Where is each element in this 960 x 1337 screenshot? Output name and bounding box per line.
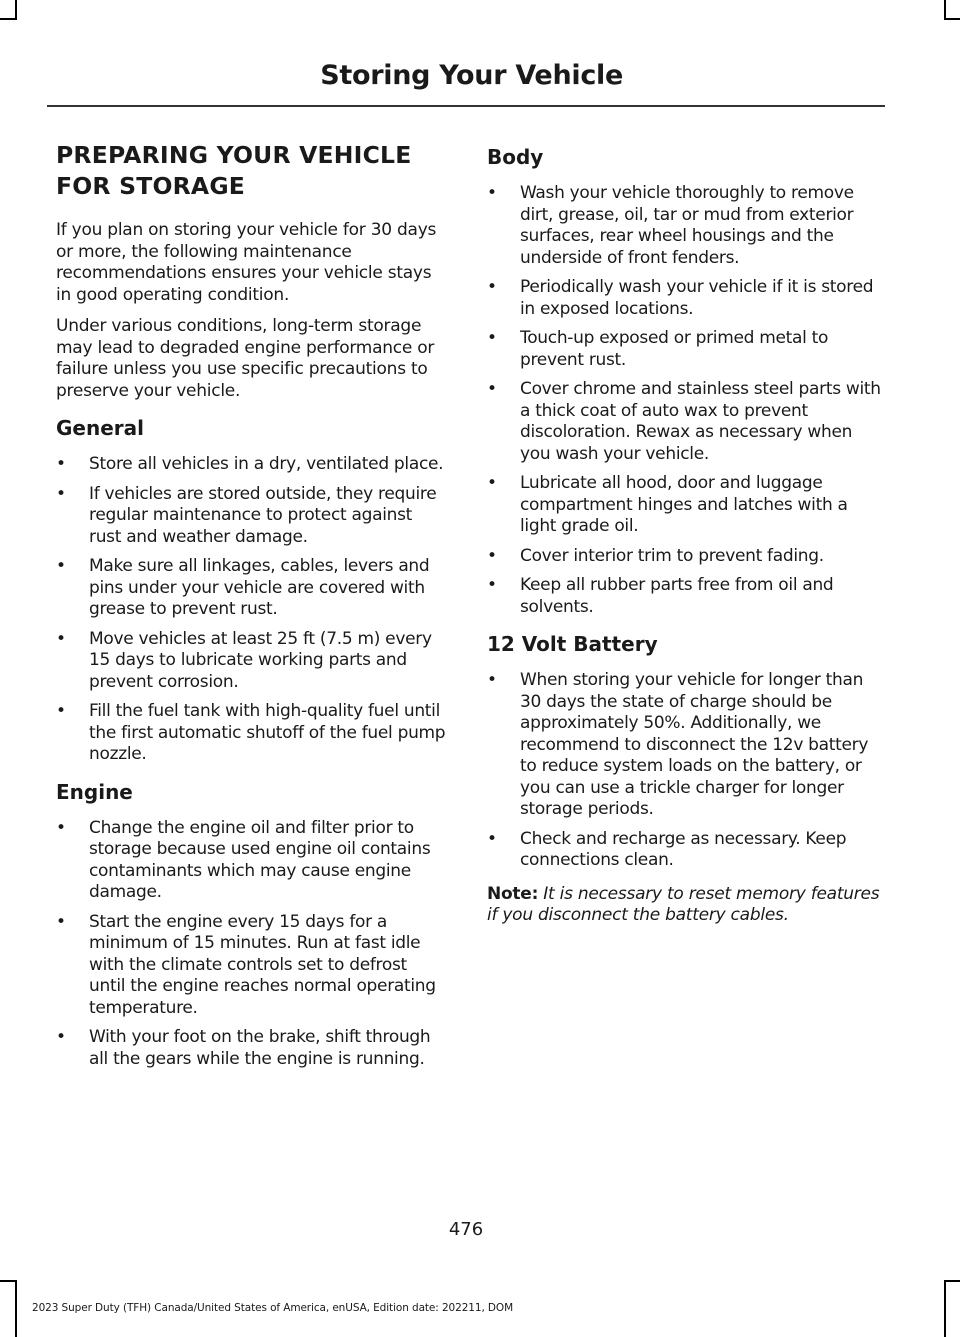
body-list <box>487 183 881 618</box>
list-item <box>56 912 448 1020</box>
list-item <box>56 818 448 904</box>
list-item-text: Lubricate all hood, door and luggage compartment hinges and latches with a light grade oil. <box>520 473 848 536</box>
crop-mark <box>15 1280 17 1337</box>
list-item-text: Check and recharge as necessary. Keep connections clean. <box>520 828 847 870</box>
list-item-text: Wash your vehicle thoroughly to remove dirt, grease, oil, tar or mud from exterior surfaces, rear wheel housings and the underside of front fenders. <box>520 183 854 268</box>
list-item-text: Cover interior trim to prevent fading. <box>520 545 824 566</box>
list-item <box>487 379 881 465</box>
note-text: It is necessary to reset memory features if you disconnect the battery cables. <box>487 883 880 925</box>
bullet-icon: • <box>487 379 497 399</box>
battery-heading: 12 Volt Battery <box>487 632 658 656</box>
list-item-text: Move vehicles at least 25 ft (7.5 m) every 15 days to lubricate working parts and prevent corrosion. <box>89 628 432 692</box>
battery-list <box>487 670 881 872</box>
crop-mark <box>944 0 946 18</box>
list-item <box>487 183 881 269</box>
bullet-icon: • <box>56 1027 66 1047</box>
list-item-text: When storing your vehicle for longer than 30 days the state of charge should be approximately 50%. Additionally, we recommend to disconnect the 12v battery to reduce system loads on the battery, or you can use a trickle charger for longer storage periods. <box>520 670 869 819</box>
list-item-text: Cover chrome and stainless steel parts with a thick coat of auto wax to prevent discoloration. Rewax as necessary when you wash your vehicle. <box>520 379 881 464</box>
left-column <box>56 140 448 1078</box>
note-label: Note: <box>487 883 539 904</box>
crop-mark <box>944 1280 960 1282</box>
right-column <box>487 140 881 927</box>
page-title: Storing Your Vehicle <box>320 60 623 91</box>
bullet-icon: • <box>487 277 497 297</box>
list-item-text: Change the engine oil and filter prior to storage because used engine oil contains contaminants which may cause engine damage. <box>89 817 431 902</box>
bullet-icon: • <box>487 670 497 690</box>
bullet-icon: • <box>487 328 497 348</box>
bullet-icon: • <box>56 483 66 504</box>
list-item-text: Periodically wash your vehicle if it is stored in exposed locations. <box>520 277 874 319</box>
list-item-text: Make sure all linkages, cables, levers and pins under your vehicle are covered with grease to prevent rust. <box>89 556 430 619</box>
bullet-icon: • <box>487 183 497 203</box>
list-item <box>56 484 448 549</box>
list-item <box>487 829 881 872</box>
note <box>487 884 881 927</box>
page-number: 476 <box>448 1219 484 1240</box>
body-heading: Body <box>487 145 544 169</box>
list-item <box>56 701 448 766</box>
crop-mark <box>944 18 960 20</box>
section-heading-line2: FOR STORAGE <box>56 172 246 200</box>
intro-paragraph: Under various conditions, long-term storage may lead to degraded engine performance or failure unless you use specific precautions to preserve your vehicle. <box>56 316 435 401</box>
list-item <box>487 328 881 371</box>
bullet-icon: • <box>56 701 66 721</box>
list-item-text: Touch-up exposed or primed metal to prevent rust. <box>520 328 829 370</box>
list-item <box>56 556 448 621</box>
list-item <box>56 629 448 694</box>
bullet-icon: • <box>487 575 497 595</box>
crop-mark <box>944 1280 946 1337</box>
list-item <box>487 575 881 618</box>
list-item-text: If vehicles are stored outside, they require regular maintenance to protect against rust and weather damage. <box>89 483 437 547</box>
crop-mark <box>0 18 17 20</box>
bullet-icon: • <box>56 817 66 838</box>
list-item-text: Start the engine every 15 days for a minimum of 15 minutes. Run at fast idle with the climate controls set to defrost until the engine reaches normal operating temperature. <box>89 911 436 1018</box>
bullet-icon: • <box>56 911 66 932</box>
section-heading-line1: PREPARING YOUR VEHICLE <box>56 141 412 169</box>
general-heading: General <box>56 416 144 440</box>
bullet-icon: • <box>487 828 497 849</box>
list-item-text: Store all vehicles in a dry, ventilated place. <box>89 454 444 474</box>
list-item <box>487 546 881 568</box>
bullet-icon: • <box>56 454 66 474</box>
section-heading <box>56 140 448 202</box>
list-item <box>56 454 448 476</box>
list-item-text: Fill the fuel tank with high-quality fuel until the first automatic shutoff of the fuel pump nozzle. <box>89 701 446 764</box>
footer-edition-info: 2023 Super Duty (TFH) Canada/United States of America, enUSA, Edition date: 202211, DOM <box>32 1302 514 1314</box>
list-item <box>487 473 881 538</box>
bullet-icon: • <box>56 556 66 576</box>
bullet-icon: • <box>56 628 66 649</box>
engine-heading: Engine <box>56 779 133 804</box>
intro-paragraph: If you plan on storing your vehicle for 30 days or more, the following maintenance recommendations ensures your vehicle stays in good operating condition. <box>56 220 437 305</box>
bullet-icon: • <box>487 473 497 493</box>
list-item <box>487 670 881 821</box>
bullet-icon: • <box>487 545 497 566</box>
list-item-text: With your foot on the brake, shift through all the gears while the engine is running. <box>89 1027 431 1069</box>
list-item <box>487 277 881 320</box>
list-item <box>56 1027 448 1070</box>
crop-mark <box>15 0 17 18</box>
general-list <box>56 454 448 766</box>
list-item-text: Keep all rubber parts free from oil and solvents. <box>520 575 834 617</box>
engine-list <box>56 818 448 1071</box>
header-divider <box>47 105 885 107</box>
crop-mark <box>0 1280 17 1282</box>
